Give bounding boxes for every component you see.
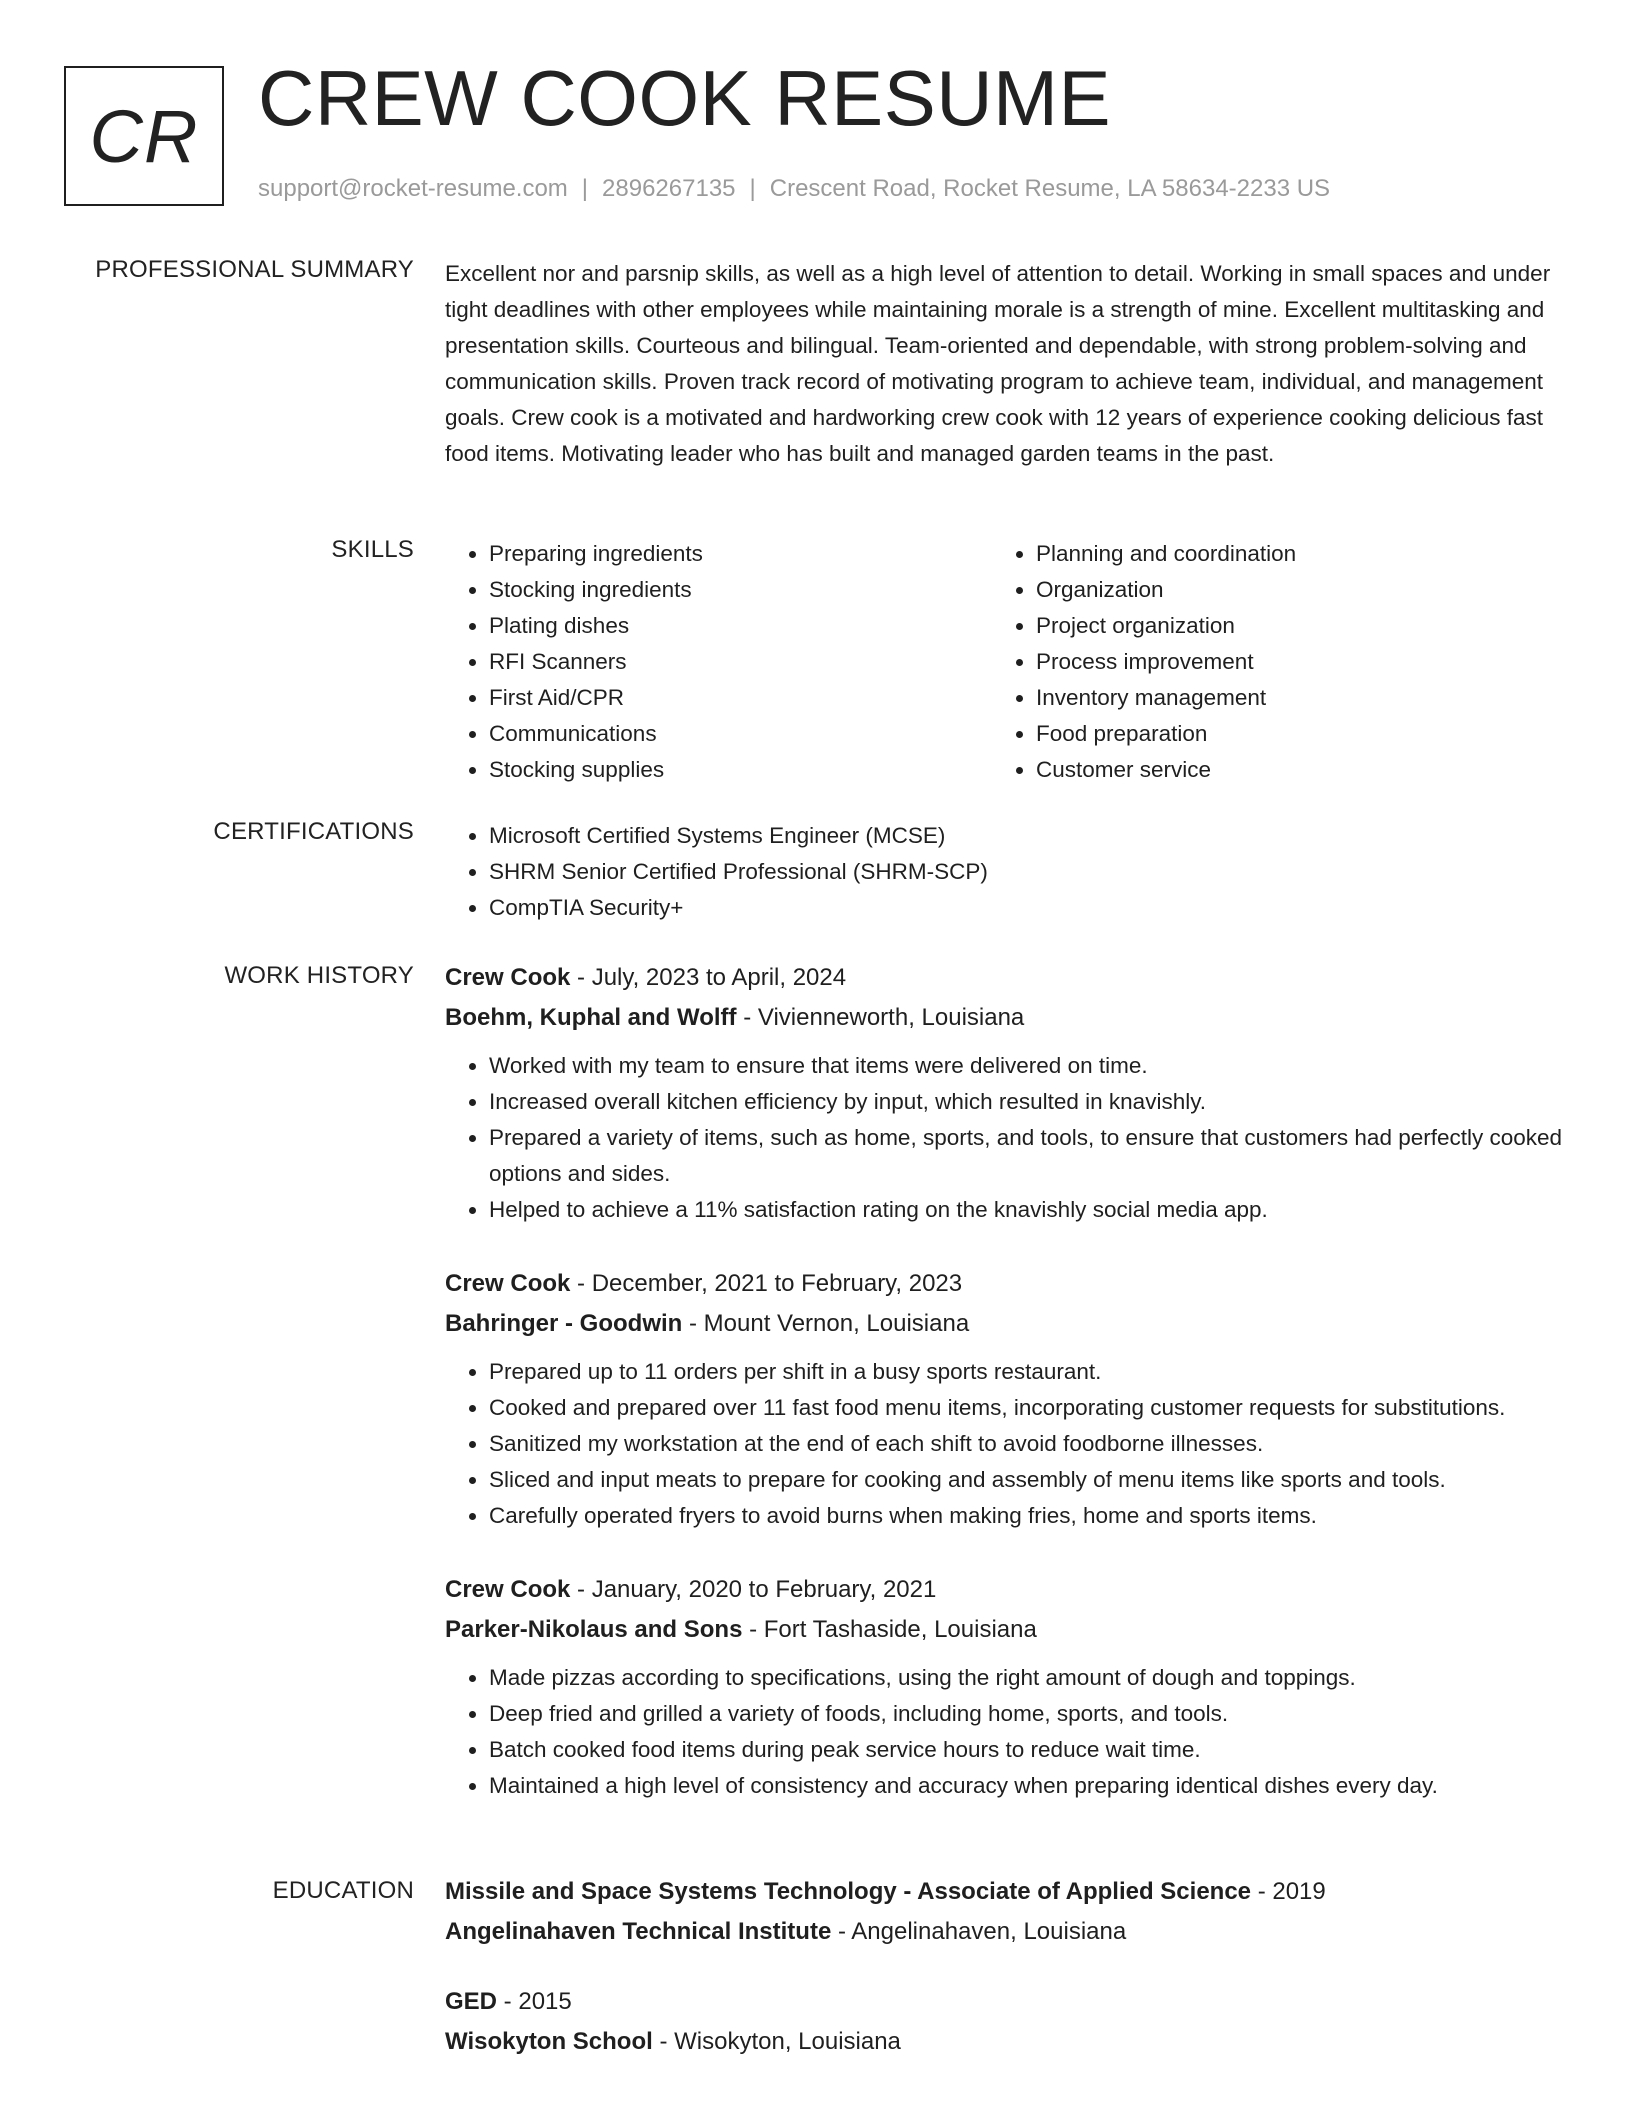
job-company-line xyxy=(445,1304,1563,1344)
contact-line xyxy=(258,175,1330,203)
skill-item: • Project organization xyxy=(1036,608,1539,644)
job-bullet: • Made pizzas according to specifications, using the right amount of dough and toppings. xyxy=(489,1660,1563,1696)
job-bullet: • Worked with my team to ensure that items were delivered on time. xyxy=(489,1048,1563,1084)
education-degree-line xyxy=(445,1982,1563,2022)
education-degree: GED xyxy=(445,1988,498,2015)
job-bullet: • Increased overall kitchen efficiency by input, which resulted in knavishly. xyxy=(489,1084,1563,1120)
skill-item: • First Aid/CPR xyxy=(489,680,992,716)
contact-address: Crescent Road, Rocket Resume, LA 58634-2233 US xyxy=(769,175,1331,202)
section-label-summary: PROFESSIONAL SUMMARY xyxy=(95,256,414,283)
summary-text: Excellent nor and parsnip skills, as well as a high level of attention to detail. Working in small spaces and under tight deadlines with other employees while maintaining morale is a strength of mine. Excellent multitasking and presentation skills. Courteous and bilingual. Team-oriented and dependable, with strong problem-solving and communication skills. Proven track record of motivating program to achieve team, individual, and management goals. Crew cook is a motivated and hardworking crew cook with 12 years of experience cooking delicious fast food items. Motivating leader who has built and managed garden teams in the past. xyxy=(445,261,1551,466)
skill-item: • Customer service xyxy=(1036,752,1539,788)
skills-column-left xyxy=(445,536,992,788)
skill-item: • Food preparation xyxy=(1036,716,1539,752)
job-bullet: • Prepared a variety of items, such as home, sports, and tools, to ensure that customers had perfectly cooked options and sides. xyxy=(489,1120,1563,1192)
job-location: - Mount Vernon, Louisiana xyxy=(682,1310,970,1337)
skill-item: • RFI Scanners xyxy=(489,644,992,680)
job-company: Bahringer - Goodwin xyxy=(445,1310,683,1337)
resume-title: CREW COOK RESUME xyxy=(258,54,1112,142)
monogram-box xyxy=(64,66,224,206)
contact-email[interactable]: support@rocket-resume.com xyxy=(258,175,568,202)
job-entry xyxy=(445,1264,1563,1534)
education-degree: Missile and Space Systems Technology - Associate of Applied Science xyxy=(445,1878,1252,1905)
monogram-initials: CR xyxy=(89,94,199,178)
skills-section xyxy=(445,536,1563,788)
job-entry xyxy=(445,1570,1563,1804)
job-company: Boehm, Kuphal and Wolff xyxy=(445,1004,737,1031)
education-school-line xyxy=(445,1912,1563,1952)
education-entry xyxy=(445,1982,1563,2062)
skill-item: • Stocking ingredients xyxy=(489,572,992,608)
job-company-line xyxy=(445,1610,1563,1650)
section-label-education: EDUCATION xyxy=(272,1877,414,1904)
section-label-work-history: WORK HISTORY xyxy=(224,962,414,989)
skill-item: • Inventory management xyxy=(1036,680,1539,716)
certification-item: • SHRM Senior Certified Professional (SHRM-SCP) xyxy=(489,854,1563,890)
education-section xyxy=(445,1872,1563,2092)
job-title: Crew Cook xyxy=(445,1270,571,1297)
certification-item: • CompTIA Security+ xyxy=(489,890,1563,926)
skills-grid xyxy=(445,536,1563,788)
job-bullet: • Batch cooked food items during peak service hours to reduce wait time. xyxy=(489,1732,1563,1768)
skill-item: • Process improvement xyxy=(1036,644,1539,680)
job-location: - Fort Tashaside, Louisiana xyxy=(742,1616,1037,1643)
section-label-certifications: CERTIFICATIONS xyxy=(213,818,414,845)
education-school-line xyxy=(445,2022,1563,2062)
certifications-section xyxy=(445,818,1563,926)
job-bullet: • Carefully operated fryers to avoid burns when making fries, home and sports items. xyxy=(489,1498,1563,1534)
job-bullet: • Prepared up to 11 orders per shift in a busy sports restaurant. xyxy=(489,1354,1563,1390)
certification-item: • Microsoft Certified Systems Engineer (MCSE) xyxy=(489,818,1563,854)
education-school: Angelinahaven Technical Institute xyxy=(445,1918,832,1945)
job-bullet: • Cooked and prepared over 11 fast food menu items, incorporating customer requests for substitutions. xyxy=(489,1390,1563,1426)
job-location: - Vivienneworth, Louisiana xyxy=(736,1004,1025,1031)
skill-item: • Plating dishes xyxy=(489,608,992,644)
job-dates: - July, 2023 to April, 2024 xyxy=(570,964,847,991)
contact-separator: | xyxy=(581,175,589,202)
contact-separator: | xyxy=(749,175,756,202)
skill-item: • Stocking supplies xyxy=(489,752,992,788)
education-year: - 2015 xyxy=(497,1988,572,2015)
skill-item: • Planning and coordination xyxy=(1036,536,1539,572)
job-title-line xyxy=(445,958,1563,998)
job-dates: - December, 2021 to February, 2023 xyxy=(570,1270,963,1297)
education-school: Wisokyton School xyxy=(445,2028,653,2055)
education-degree-line xyxy=(445,1872,1563,1912)
education-entry xyxy=(445,1872,1563,1952)
job-title: Crew Cook xyxy=(445,1576,571,1603)
job-title-line xyxy=(445,1264,1563,1304)
job-company: Parker-Nikolaus and Sons xyxy=(445,1616,743,1643)
job-entry xyxy=(445,958,1563,1228)
job-title: Crew Cook xyxy=(445,964,571,991)
job-bullet: • Sliced and input meats to prepare for cooking and assembly of menu items like sports and tools. xyxy=(489,1462,1563,1498)
job-bullet: • Deep fried and grilled a variety of foods, including home, sports, and tools. xyxy=(489,1696,1563,1732)
summary-section xyxy=(445,256,1563,472)
job-bullet: • Helped to achieve a 11% satisfaction rating on the knavishly social media app. xyxy=(489,1192,1563,1228)
education-year: - 2019 xyxy=(1251,1878,1326,1905)
skills-column-right xyxy=(992,536,1539,788)
education-location: - Wisokyton, Louisiana xyxy=(652,2028,901,2055)
job-bullet: • Sanitized my workstation at the end of each shift to avoid foodborne illnesses. xyxy=(489,1426,1563,1462)
work-history-section xyxy=(445,958,1563,1840)
job-title-line xyxy=(445,1570,1563,1610)
skill-item: • Communications xyxy=(489,716,992,752)
skill-item: • Organization xyxy=(1036,572,1539,608)
section-label-skills: SKILLS xyxy=(331,536,414,563)
skill-item: • Preparing ingredients xyxy=(489,536,992,572)
job-bullet: • Maintained a high level of consistency and accuracy when preparing identical dishes every day. xyxy=(489,1768,1563,1804)
education-location: - Angelinahaven, Louisiana xyxy=(831,1918,1127,1945)
job-company-line xyxy=(445,998,1563,1038)
contact-phone[interactable]: 2896267135 xyxy=(602,175,736,202)
job-dates: - January, 2020 to February, 2021 xyxy=(570,1576,937,1603)
